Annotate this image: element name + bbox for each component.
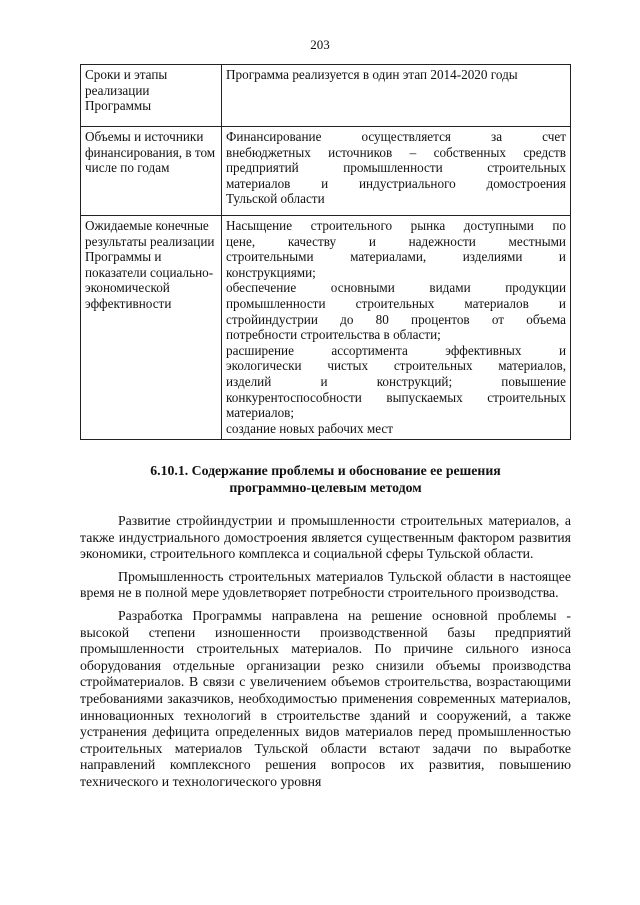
value-line: промышленности строительных материалов и	[226, 295, 566, 311]
table-row	[81, 127, 571, 216]
value-line: цене, качеству и надежности местными	[226, 233, 566, 249]
program-passport-table	[80, 64, 571, 440]
row-label: Ожидаемые конечные результаты реализации Программы и показатели социально-экономической эффективности	[81, 216, 222, 440]
page-number: 203	[310, 37, 330, 52]
value-line: Насыщение строительного рынка доступными по	[226, 218, 566, 233]
row-value	[222, 65, 571, 127]
value-line: создание новых рабочих мест	[226, 420, 394, 436]
value-line: изделий и конструкций; повышение	[226, 373, 566, 389]
value-line: стройиндустрии до 80 процентов от объема	[226, 311, 566, 327]
table-row	[81, 216, 571, 440]
paragraph: Разработка Программы направлена на решение основной проблемы - высокой степени изношенности производственной базы предприятий промышленности строительных материалов. По причине сильного износа оборудования отдельные организации резко снизили объемы производства стройматериалов. В связи с увеличением объемов строительства, возрастающими требованиями заказчиков, необходимостью применения современных материалов, инновационных технологий в строительстве зданий и сооружений, а также устранения дефицита определенных видов материалов перед промышленностью строительных материалов Тульской области встают задачи по выработке направлений комплексного решения вопросов их развития, повышению технического и технологического уровня	[80, 607, 571, 789]
paragraph: Промышленность строительных материалов Тульской области в настоящее время не в полной мере удовлетворяет потребности строительного производства.	[80, 568, 571, 601]
value-line: конкурентоспособности выпускаемых строительных	[226, 389, 566, 405]
value-line: предприятий промышленности строительных	[226, 160, 566, 176]
row-label: Сроки и этапы реализации Программы	[81, 65, 222, 127]
value-line: расширение ассортимента эффективных и	[226, 342, 566, 358]
paragraph: Развитие стройиндустрии и промышленности строительных материалов, а также индустриального домостроения является существенным фактором развития экономики, строительного комплекса и социальной сферы Тульской области.	[80, 513, 571, 562]
body-text	[80, 513, 571, 797]
value-line: Тульской области	[226, 191, 325, 207]
section-heading-line: программно-целевым методом	[229, 480, 422, 495]
value-line: материалов;	[226, 405, 295, 421]
value-line: обеспечение основными видами продукции	[226, 280, 566, 296]
value-line: экологически чистых строительных материалов,	[226, 358, 566, 374]
row-label: Объемы и источники финансирования, в том числе по годам	[81, 127, 222, 216]
value-line: внебюджетных источников – собственных средств	[226, 144, 566, 160]
value-line: материалов и индустриального домостроения	[226, 175, 566, 191]
row-value	[222, 127, 571, 216]
row-value	[222, 216, 571, 440]
value-line: строительными материалами, изделиями и	[226, 249, 566, 265]
section-heading-line: 6.10.1. Содержание проблемы и обоснование ее решения	[150, 463, 501, 478]
value-line: Финансирование осуществляется за счет	[226, 129, 566, 144]
table-row	[81, 65, 571, 127]
value-line: потребности строительства в области;	[226, 327, 441, 343]
value-line: конструкциями;	[226, 264, 316, 280]
section-heading	[80, 462, 571, 496]
value-line: Программа реализуется в один этап 2014-2020 годы	[226, 67, 518, 82]
